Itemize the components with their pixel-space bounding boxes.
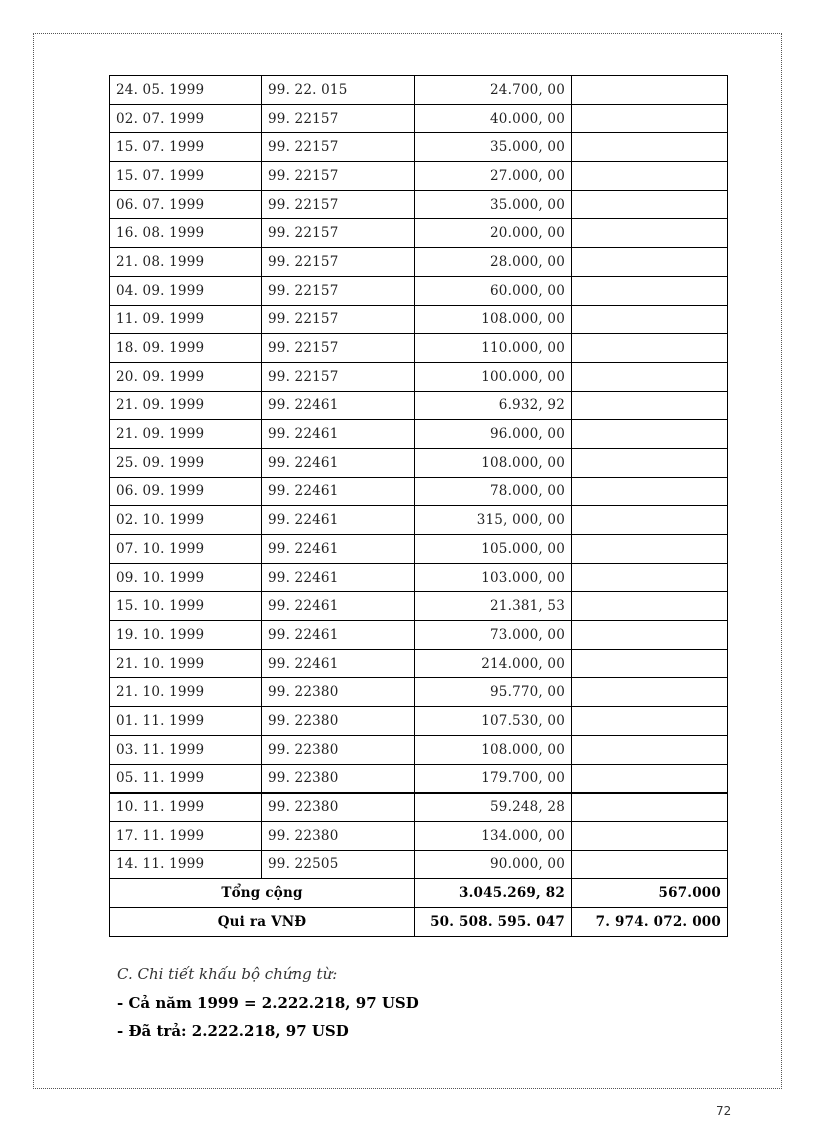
code-cell: 99. 22461 [262,649,415,678]
amount-cell: 134.000, 00 [415,821,572,850]
date-cell: 21. 09. 1999 [110,420,262,449]
total-label: Qui ra VNĐ [110,907,415,936]
extra-cell [572,592,728,621]
code-cell: 99. 22461 [262,506,415,535]
extra-cell [572,391,728,420]
date-cell: 05. 11. 1999 [110,764,262,793]
table-row [110,76,728,105]
date-cell: 10. 11. 1999 [110,793,262,822]
table-row [110,420,728,449]
table-row [110,821,728,850]
amount-cell: 179.700, 00 [415,764,572,793]
amount-cell: 96.000, 00 [415,420,572,449]
date-cell: 06. 07. 1999 [110,190,262,219]
amount-cell: 59.248, 28 [415,793,572,822]
extra-cell [572,649,728,678]
date-cell: 02. 10. 1999 [110,506,262,535]
amount-cell: 214.000, 00 [415,649,572,678]
code-cell: 99. 22461 [262,592,415,621]
extra-cell [572,362,728,391]
table-row [110,448,728,477]
extra-cell [572,621,728,650]
amount-cell: 108.000, 00 [415,735,572,764]
table-row [110,133,728,162]
date-cell: 01. 11. 1999 [110,707,262,736]
amount-cell: 315, 000, 00 [415,506,572,535]
code-cell: 99. 22157 [262,334,415,363]
date-cell: 25. 09. 1999 [110,448,262,477]
table-row [110,735,728,764]
table-row [110,621,728,650]
total-row [110,879,728,908]
date-cell: 21. 09. 1999 [110,391,262,420]
date-cell: 24. 05. 1999 [110,76,262,105]
extra-cell [572,305,728,334]
amount-cell: 107.530, 00 [415,707,572,736]
total-amount: 3.045.269, 82 [415,879,572,908]
date-cell: 15. 07. 1999 [110,133,262,162]
extra-cell [572,420,728,449]
amount-cell: 73.000, 00 [415,621,572,650]
notes-line-paid: - Đã trả: 2.222.218, 97 USD [117,1022,349,1040]
code-cell: 99. 22461 [262,448,415,477]
code-cell: 99. 22157 [262,362,415,391]
amount-cell: 21.381, 53 [415,592,572,621]
amount-cell: 40.000, 00 [415,104,572,133]
date-cell: 04. 09. 1999 [110,276,262,305]
date-cell: 14. 11. 1999 [110,850,262,879]
date-cell: 20. 09. 1999 [110,362,262,391]
table-row [110,506,728,535]
notes-section [117,960,419,1046]
code-cell: 99. 22461 [262,535,415,564]
notes-heading: C. Chi tiết khấu bộ chứng từ: [117,965,338,983]
code-cell: 99. 22461 [262,563,415,592]
extra-cell [572,104,728,133]
table-row [110,649,728,678]
date-cell: 06. 09. 1999 [110,477,262,506]
amount-cell: 108.000, 00 [415,448,572,477]
extra-cell [572,477,728,506]
date-cell: 07. 10. 1999 [110,535,262,564]
amount-cell: 90.000, 00 [415,850,572,879]
date-cell: 21. 10. 1999 [110,678,262,707]
table-row [110,190,728,219]
table-row [110,477,728,506]
amount-cell: 103.000, 00 [415,563,572,592]
code-cell: 99. 22461 [262,420,415,449]
amount-cell: 100.000, 00 [415,362,572,391]
date-cell: 15. 10. 1999 [110,592,262,621]
code-cell: 99. 22380 [262,735,415,764]
code-cell: 99. 22157 [262,104,415,133]
table-row [110,219,728,248]
extra-cell [572,276,728,305]
table-row [110,535,728,564]
date-cell: 18. 09. 1999 [110,334,262,363]
date-cell: 17. 11. 1999 [110,821,262,850]
table-row [110,592,728,621]
amount-cell: 27.000, 00 [415,162,572,191]
extra-cell [572,850,728,879]
amount-cell: 24.700, 00 [415,76,572,105]
date-cell: 16. 08. 1999 [110,219,262,248]
amount-cell: 35.000, 00 [415,133,572,162]
code-cell: 99. 22. 015 [262,76,415,105]
amount-cell: 35.000, 00 [415,190,572,219]
total-extra: 7. 974. 072. 000 [572,907,728,936]
table-row [110,850,728,879]
date-cell: 15. 07. 1999 [110,162,262,191]
code-cell: 99. 22380 [262,764,415,793]
code-cell: 99. 22157 [262,219,415,248]
extra-cell [572,821,728,850]
code-cell: 99. 22157 [262,248,415,277]
extra-cell [572,219,728,248]
code-cell: 99. 22505 [262,850,415,879]
table-row [110,334,728,363]
extra-cell [572,248,728,277]
table-row [110,707,728,736]
table-row [110,563,728,592]
table-row [110,276,728,305]
code-cell: 99. 22157 [262,190,415,219]
extra-cell [572,448,728,477]
extra-cell [572,162,728,191]
amount-cell: 6.932, 92 [415,391,572,420]
payments-table-body [110,76,728,937]
total-label: Tổng cộng [110,879,415,908]
table-row [110,764,728,793]
amount-cell: 110.000, 00 [415,334,572,363]
table-row [110,391,728,420]
extra-cell [572,735,728,764]
code-cell: 99. 22380 [262,707,415,736]
table-row [110,305,728,334]
code-cell: 99. 22157 [262,162,415,191]
extra-cell [572,678,728,707]
date-cell: 03. 11. 1999 [110,735,262,764]
total-extra: 567.000 [572,879,728,908]
date-cell: 09. 10. 1999 [110,563,262,592]
code-cell: 99. 22157 [262,133,415,162]
total-row [110,907,728,936]
extra-cell [572,334,728,363]
table-row [110,104,728,133]
amount-cell: 60.000, 00 [415,276,572,305]
code-cell: 99. 22380 [262,821,415,850]
date-cell: 21. 10. 1999 [110,649,262,678]
code-cell: 99. 22461 [262,477,415,506]
payments-table [109,75,728,937]
extra-cell [572,793,728,822]
code-cell: 99. 22461 [262,621,415,650]
code-cell: 99. 22380 [262,793,415,822]
extra-cell [572,707,728,736]
amount-cell: 108.000, 00 [415,305,572,334]
table-row [110,248,728,277]
amount-cell: 78.000, 00 [415,477,572,506]
page-number: 72 [716,1104,732,1118]
table-row [110,162,728,191]
table-row [110,678,728,707]
date-cell: 19. 10. 1999 [110,621,262,650]
table-row [110,362,728,391]
extra-cell [572,190,728,219]
code-cell: 99. 22157 [262,276,415,305]
extra-cell [572,764,728,793]
date-cell: 21. 08. 1999 [110,248,262,277]
extra-cell [572,76,728,105]
code-cell: 99. 22461 [262,391,415,420]
total-amount: 50. 508. 595. 047 [415,907,572,936]
amount-cell: 105.000, 00 [415,535,572,564]
extra-cell [572,535,728,564]
code-cell: 99. 22380 [262,678,415,707]
extra-cell [572,133,728,162]
amount-cell: 20.000, 00 [415,219,572,248]
table-row [110,793,728,822]
date-cell: 11. 09. 1999 [110,305,262,334]
notes-line-year-total: - Cả năm 1999 = 2.222.218, 97 USD [117,993,419,1012]
code-cell: 99. 22157 [262,305,415,334]
extra-cell [572,563,728,592]
amount-cell: 28.000, 00 [415,248,572,277]
extra-cell [572,506,728,535]
amount-cell: 95.770, 00 [415,678,572,707]
date-cell: 02. 07. 1999 [110,104,262,133]
